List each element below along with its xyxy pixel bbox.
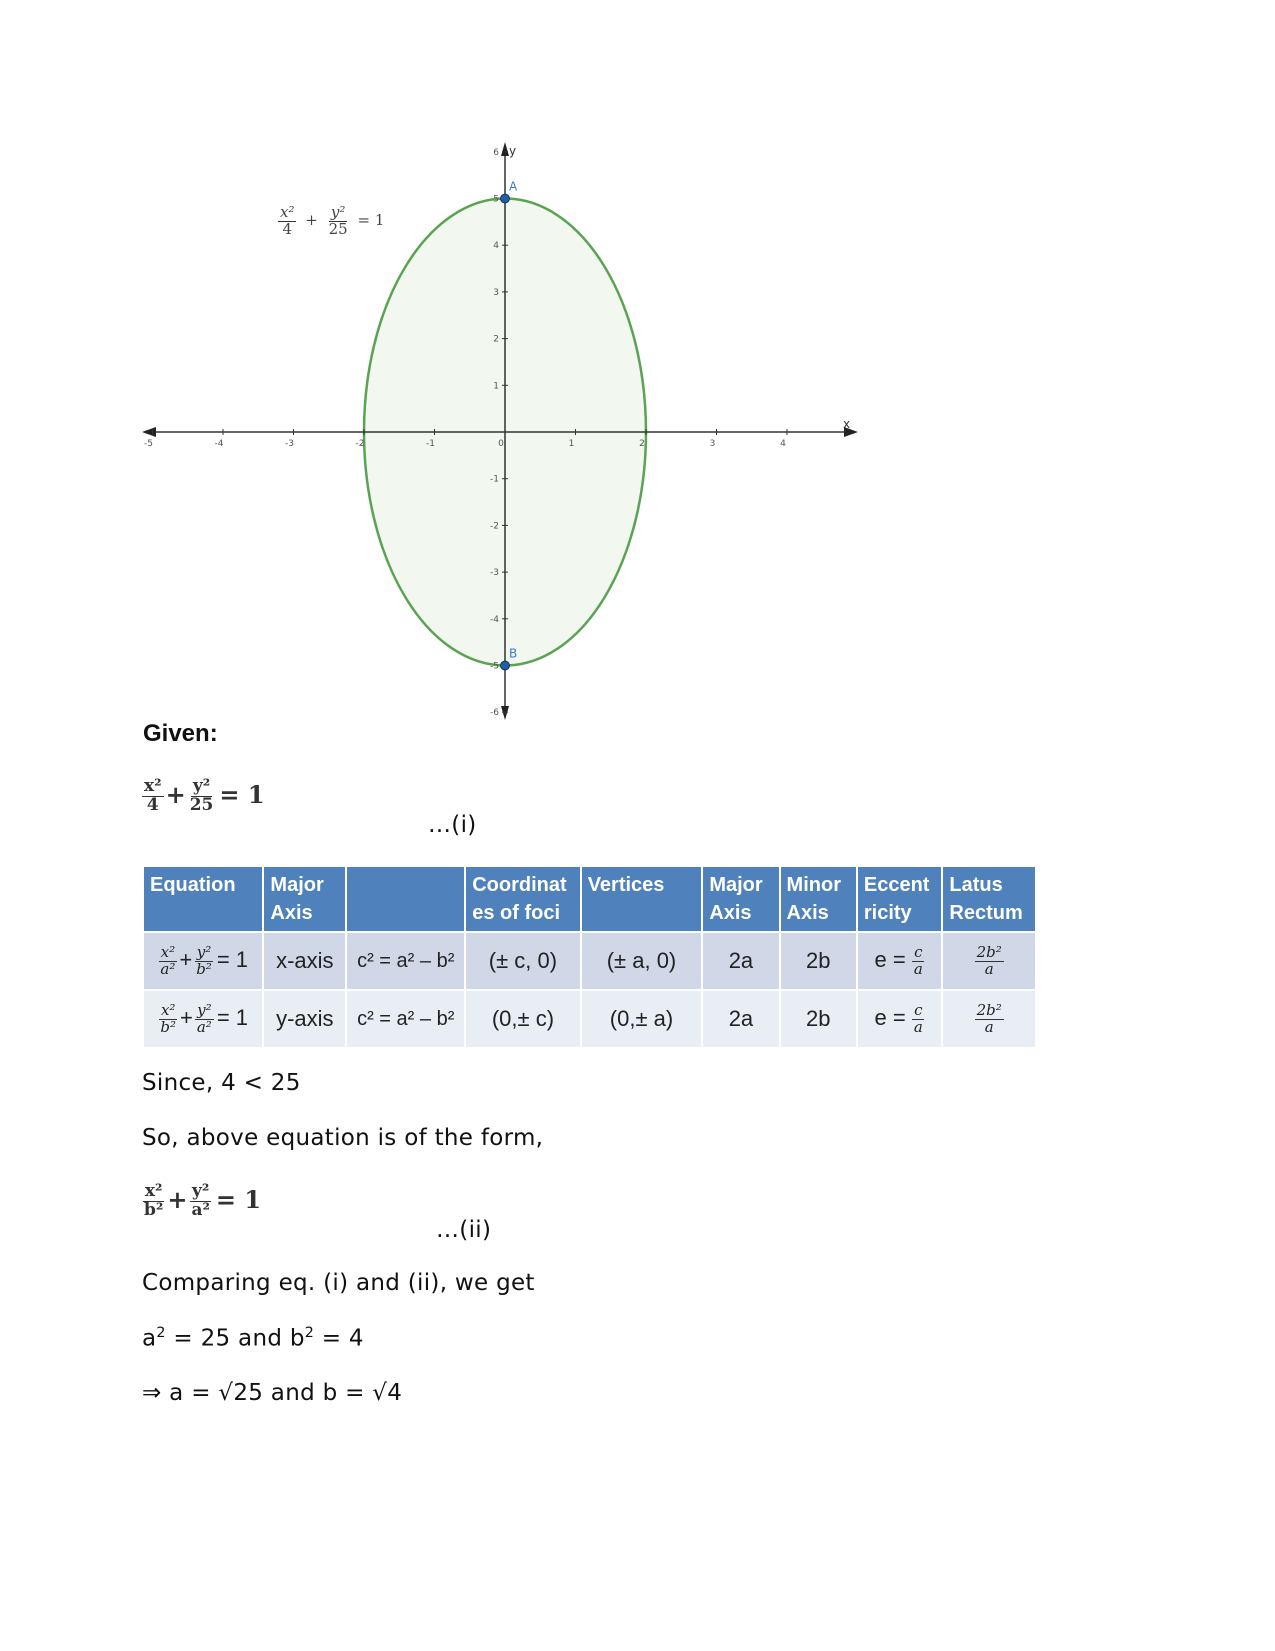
x-tick-label: 4 bbox=[780, 439, 786, 449]
cell-axis: y-axis bbox=[264, 991, 345, 1047]
cell-foci: (0,± c) bbox=[466, 991, 579, 1047]
header-vertices bbox=[582, 867, 702, 931]
header-text: ricity bbox=[863, 902, 912, 924]
eq1-num1: x² bbox=[144, 776, 162, 796]
result-end: = 4 bbox=[314, 1325, 364, 1352]
eq1-num2: y² bbox=[192, 776, 211, 796]
ellipse-graph bbox=[140, 140, 900, 765]
equation-1 bbox=[142, 778, 265, 815]
header-text: Minor bbox=[786, 874, 841, 896]
cell-eq-num1: x² bbox=[160, 942, 176, 961]
point-a bbox=[501, 194, 510, 203]
y-tick-label: 2 bbox=[493, 334, 499, 345]
cell-eq-den1: a² bbox=[160, 959, 176, 978]
ellipse-properties-table bbox=[142, 865, 1037, 1049]
header-text: Equation bbox=[150, 874, 236, 896]
x-tick-label: 1 bbox=[568, 439, 575, 449]
x-axis-left-arrow bbox=[142, 427, 156, 437]
header-text: Major bbox=[709, 874, 763, 896]
y-axis-label: y bbox=[509, 144, 517, 158]
cell-ecc-lhs: e = bbox=[874, 946, 906, 972]
equation-2-tag: …(ii) bbox=[436, 1217, 492, 1243]
y-tick-label: -4 bbox=[490, 614, 499, 625]
cell-eccentricity bbox=[858, 991, 942, 1047]
graph-eq-rhs: = 1 bbox=[357, 211, 385, 230]
x-tick-label: 2 bbox=[639, 439, 645, 449]
result-b-exp: 2 bbox=[304, 1325, 315, 1341]
header-text: Axis bbox=[270, 902, 313, 924]
header-foci bbox=[466, 867, 579, 931]
compare-text: Comparing eq. (i) and (ii), we get bbox=[142, 1270, 535, 1296]
header-text: Axis bbox=[709, 902, 752, 924]
table-row bbox=[144, 991, 1035, 1047]
x-tick-label: -2 bbox=[355, 439, 365, 449]
cell-lr-den: a bbox=[984, 1017, 994, 1036]
header-text: Vertices bbox=[587, 874, 665, 896]
form-text: So, above equation is of the form, bbox=[142, 1125, 544, 1151]
cell-latus-rectum bbox=[943, 991, 1035, 1047]
table-row bbox=[144, 933, 1035, 989]
cell-equation bbox=[144, 991, 262, 1047]
cell-minor: 2b bbox=[781, 991, 856, 1047]
point-label: A bbox=[509, 179, 518, 194]
x-tick-label: 3 bbox=[709, 439, 716, 449]
cell-eq-plus: + bbox=[180, 1004, 193, 1030]
result-a-exp: 2 bbox=[156, 1325, 166, 1341]
header-text: es of foci bbox=[472, 902, 561, 924]
result-text bbox=[142, 1325, 364, 1352]
cell-eq-den2: a² bbox=[196, 1017, 212, 1036]
header-text: Major bbox=[270, 874, 324, 896]
cell-eccentricity bbox=[858, 933, 942, 989]
y-axis-down-arrow bbox=[501, 706, 509, 720]
cell-eq-den1: b² bbox=[160, 1017, 176, 1036]
cell-lr-num: 2b² bbox=[976, 1000, 1002, 1019]
cell-lr-den: a bbox=[984, 959, 994, 978]
eq2-den1: b² bbox=[144, 1199, 164, 1220]
header-text: Coordinat bbox=[472, 874, 567, 896]
cell-ecc-num: c bbox=[914, 1000, 923, 1019]
y-tick-label: 4 bbox=[493, 241, 499, 252]
header-latus-rectum bbox=[943, 867, 1035, 931]
eq2-num1: x² bbox=[144, 1181, 163, 1201]
cell-relation: c² = a² – b² bbox=[347, 933, 464, 989]
eq1-den2: 25 bbox=[189, 794, 214, 815]
cell-major: 2a bbox=[703, 991, 778, 1047]
graph-eq-den1: 4 bbox=[282, 219, 293, 238]
cell-ecc-lhs: e = bbox=[874, 1004, 906, 1030]
cell-ecc-den: a bbox=[913, 959, 923, 978]
y-tick-label: -3 bbox=[490, 568, 499, 579]
eq2-plus: + bbox=[167, 1184, 188, 1214]
x-tick-label: -4 bbox=[214, 439, 224, 449]
y-tick-label: 3 bbox=[493, 287, 499, 298]
x-tick-label: -3 bbox=[285, 439, 294, 449]
result-middle: = 25 and b bbox=[165, 1325, 305, 1352]
equation-1-tag: …(i) bbox=[428, 812, 477, 838]
header-text: Latus bbox=[949, 874, 1003, 896]
cell-eq-rhs: = 1 bbox=[216, 946, 249, 972]
x-tick-label: 0 bbox=[498, 439, 504, 449]
header-equation bbox=[144, 867, 262, 931]
table-header-row bbox=[144, 867, 1035, 931]
cell-major: 2a bbox=[703, 933, 778, 989]
header-eccentricity bbox=[858, 867, 942, 931]
cell-eq-den2: b² bbox=[196, 959, 212, 978]
header-text: Axis bbox=[786, 902, 829, 924]
header-text: Eccent bbox=[863, 874, 930, 896]
equation-2 bbox=[142, 1183, 261, 1220]
eq2-rhs: = 1 bbox=[215, 1184, 262, 1214]
header-major-axis bbox=[264, 867, 345, 931]
cell-vertices: (0,± a) bbox=[582, 991, 702, 1047]
cell-vertices: (± a, 0) bbox=[582, 933, 702, 989]
implies-text: ⇒ a = √25 and b = √4 bbox=[142, 1380, 403, 1406]
graph-eq-num1: x² bbox=[280, 203, 295, 221]
cell-ecc-num: c bbox=[914, 942, 923, 961]
cell-ecc-den: a bbox=[913, 1017, 923, 1036]
cell-eq-rhs: = 1 bbox=[216, 1004, 249, 1030]
cell-eq-num1: x² bbox=[160, 1000, 176, 1019]
graph-eq-den2: 25 bbox=[328, 219, 348, 238]
eq1-den1: 4 bbox=[146, 794, 159, 815]
cell-eq-plus: + bbox=[179, 946, 193, 972]
eq1-plus: + bbox=[165, 779, 186, 809]
x-tick-label: -1 bbox=[426, 439, 435, 449]
eq2-num2: y² bbox=[192, 1181, 210, 1201]
cell-foci: (± c, 0) bbox=[466, 933, 579, 989]
graph-equation-label bbox=[278, 205, 384, 238]
y-tick-label: -1 bbox=[490, 474, 499, 485]
cell-axis: x-axis bbox=[264, 933, 345, 989]
header-major-axis-length bbox=[703, 867, 778, 931]
point-label: B bbox=[509, 646, 518, 661]
eq1-rhs: = 1 bbox=[219, 779, 265, 809]
x-tick-label: -5 bbox=[144, 439, 153, 449]
y-tick-label: -5 bbox=[490, 661, 499, 672]
graph-eq-plus: + bbox=[305, 211, 318, 230]
y-tick-label: -6 bbox=[490, 708, 499, 719]
header-text: Rectum bbox=[949, 902, 1023, 924]
cell-lr-num: 2b² bbox=[976, 942, 1002, 961]
eq2-den2: a² bbox=[191, 1199, 210, 1220]
graph-eq-num2: y² bbox=[330, 203, 346, 221]
cell-latus-rectum bbox=[943, 933, 1035, 989]
cell-equation bbox=[144, 933, 262, 989]
point-b bbox=[501, 661, 510, 670]
header-relation bbox=[347, 867, 464, 931]
cell-relation: c² = a² – b² bbox=[347, 991, 464, 1047]
cell-eq-num2: y² bbox=[197, 1000, 212, 1019]
header-minor-axis-length bbox=[781, 867, 856, 931]
y-tick-label: 6 bbox=[493, 147, 499, 158]
cell-eq-num2: y² bbox=[196, 942, 212, 961]
y-tick-label: 1 bbox=[493, 381, 499, 392]
y-axis-up-arrow bbox=[501, 142, 509, 156]
given-heading: Given: bbox=[143, 720, 218, 747]
result-a: a bbox=[142, 1325, 157, 1352]
y-tick-label: 5 bbox=[493, 194, 499, 205]
x-axis-label: x bbox=[843, 417, 851, 431]
since-text: Since, 4 < 25 bbox=[142, 1070, 301, 1096]
y-tick-label: -2 bbox=[490, 521, 499, 532]
cell-minor: 2b bbox=[781, 933, 856, 989]
